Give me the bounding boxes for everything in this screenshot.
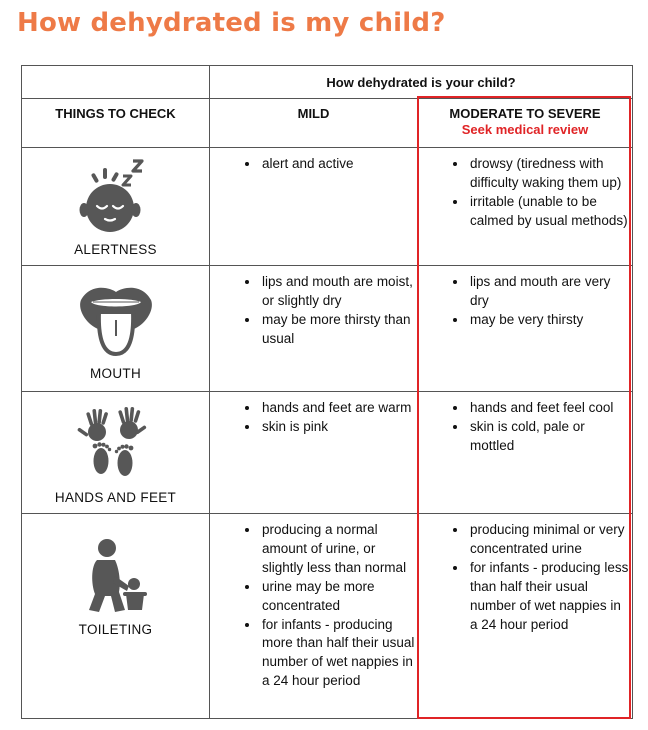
list-item: • skin is pink — [260, 418, 417, 437]
mild-cell — [210, 392, 418, 514]
mild-cell — [210, 148, 418, 266]
table-row-toileting — [22, 514, 633, 719]
moderate-cell — [418, 392, 633, 514]
row-label-text: TOILETING — [78, 622, 153, 637]
row-label-text: MOUTH — [90, 366, 141, 381]
moderate-cell — [418, 514, 633, 719]
table-row-hands-and-feet — [22, 392, 633, 514]
dehydration-table-wrapper — [21, 65, 632, 721]
row-label-cell — [22, 266, 210, 392]
table-row-alertness — [22, 148, 633, 266]
super-header: How dehydrated is your child? — [210, 66, 633, 99]
table-row-mouth — [22, 266, 633, 392]
list-item: • may be very thirsty — [468, 311, 632, 330]
mild-list — [210, 273, 417, 349]
mild-cell — [210, 514, 418, 719]
seek-medical-review-note: Seek medical review — [461, 122, 589, 137]
list-item: • alert and active — [260, 155, 417, 174]
list-item: • drowsy (tiredness with difficulty waking them up) — [468, 155, 632, 193]
mild-list — [210, 399, 417, 437]
moderate-list — [418, 155, 632, 231]
list-item: • hands and feet feel cool — [468, 399, 632, 418]
header-mild-label: MILD — [297, 106, 330, 121]
list-item: • skin is cold, pale or mottled — [468, 418, 632, 456]
list-item: • may be more thirsty than usual — [260, 311, 417, 349]
page-title: How dehydrated is my child? — [17, 8, 446, 38]
list-item: • lips and mouth are moist, or slightly dry — [260, 273, 417, 311]
row-label-cell — [22, 514, 210, 719]
mild-list — [210, 521, 417, 691]
moderate-list — [418, 273, 632, 330]
toileting-icon — [71, 536, 161, 620]
list-item: • for infants - producing more than half their usual number of wet nappies in a 24 hour period — [260, 616, 417, 692]
header-things-to-check-label: THINGS TO CHECK — [55, 106, 176, 121]
hands-and-feet-icon — [71, 406, 161, 478]
mild-list — [210, 155, 417, 174]
header-moderate-label: MODERATE TO SEVERE — [449, 106, 601, 121]
list-item: • irritable (unable to be calmed by usual methods) — [468, 193, 632, 231]
moderate-list — [418, 399, 632, 456]
blank-corner-cell — [22, 66, 210, 99]
sleeping-face-icon — [71, 158, 161, 234]
header-mild — [210, 99, 418, 148]
mouth-tongue-icon — [71, 280, 161, 358]
dehydration-table — [21, 65, 633, 719]
moderate-list — [418, 521, 632, 634]
list-item: • hands and feet are warm — [260, 399, 417, 418]
list-item: • lips and mouth are very dry — [468, 273, 632, 311]
list-item: • urine may be more concentrated — [260, 578, 417, 616]
row-label-cell — [22, 392, 210, 514]
row-label-text: ALERTNESS — [74, 242, 157, 257]
moderate-cell — [418, 148, 633, 266]
list-item: • producing minimal or very concentrated urine — [468, 521, 632, 559]
row-label-cell — [22, 148, 210, 266]
mild-cell — [210, 266, 418, 392]
list-item: • producing a normal amount of urine, or slightly less than normal — [260, 521, 417, 578]
header-moderate-to-severe — [418, 99, 633, 148]
row-label-text: HANDS AND FEET — [54, 490, 177, 505]
moderate-cell — [418, 266, 633, 392]
list-item: • for infants - producing less than half their usual number of wet nappies in a 24 hour period — [468, 559, 632, 635]
header-things-to-check — [22, 99, 210, 148]
